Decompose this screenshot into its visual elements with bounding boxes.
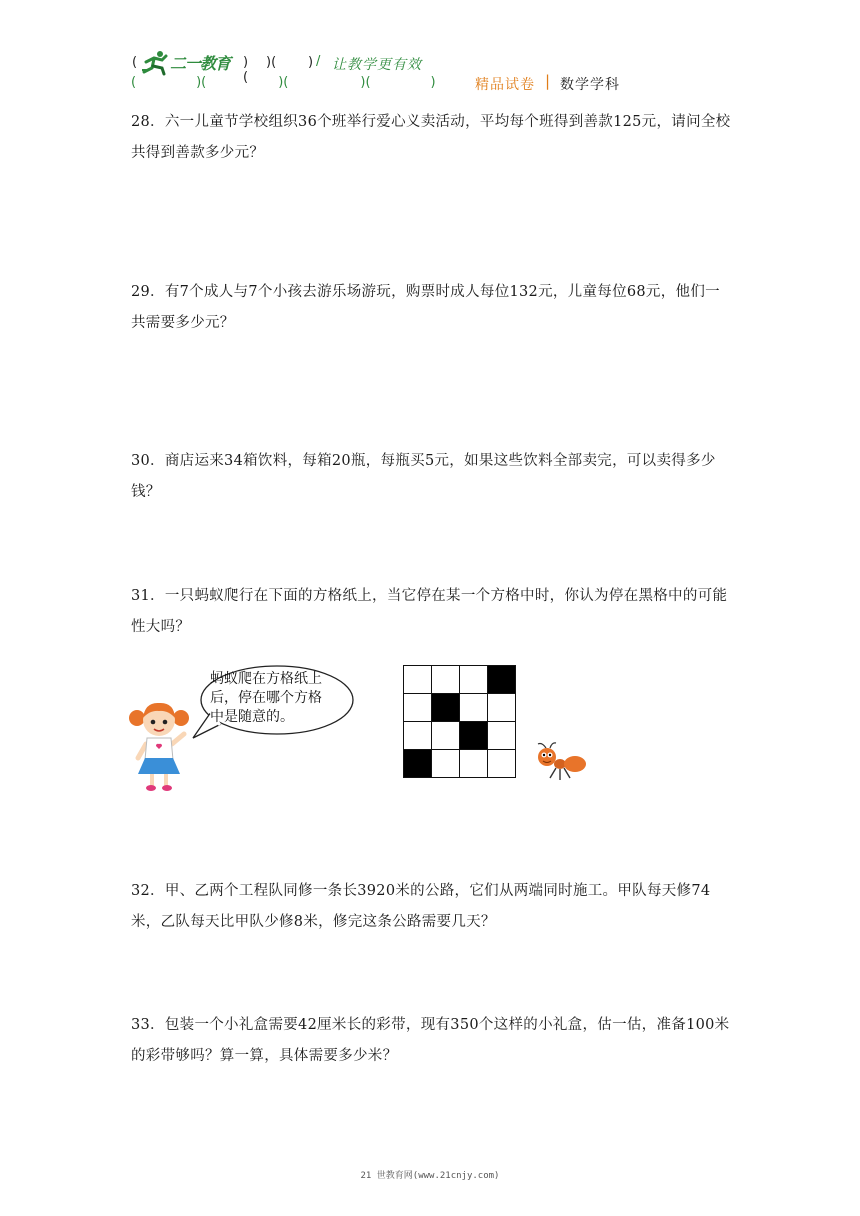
speech-bubble-line: 蚂蚁爬在方格纸上 <box>210 671 322 687</box>
grid-cell-black <box>432 694 460 722</box>
question-number: 28． <box>131 114 165 130</box>
question-text: 商店运来34箱饮料，每箱20瓶，每瓶买5元，如果这些饮料全部卖完，可以卖得多少钱？ <box>131 453 716 500</box>
grid-cell-white <box>488 722 516 750</box>
grid-cell-white <box>404 722 432 750</box>
grid-cell-white <box>488 694 516 722</box>
logo-text: 二一教育 <box>170 54 231 73</box>
grid-cell-white <box>404 666 432 694</box>
grid-cell-white <box>460 750 488 778</box>
question-text: 甲、乙两个工程队同修一条长3920米的公路，它们从两端同时施工。甲队每天修74米，乙队每天比甲队少修8米，修完这条公路需要几天？ <box>131 883 711 930</box>
question-number: 31． <box>131 588 165 604</box>
grid-cell-white <box>432 750 460 778</box>
page-footer: 21 世教育网(www.21cnjy.com) <box>360 1171 500 1181</box>
page-header: ( 二一教育 )( )( ) / 让教学更有效 (​ )( )( )( ) 精品试卷 | 数学学科 <box>0 0 860 100</box>
ant-illustration-icon <box>530 742 590 784</box>
question-33 <box>131 1010 731 1072</box>
question-text: 有7个成人与7个小孩去游乐场游玩，购票时成人每位132元，儿童每位68元，他们一共需要多少元？ <box>131 284 720 331</box>
question-31 <box>131 581 731 643</box>
header-blank-parens: )( <box>266 55 277 70</box>
grid-cell-white <box>432 666 460 694</box>
speech-bubble <box>210 670 360 727</box>
grid-paper <box>403 665 516 778</box>
grid-cell-black <box>404 750 432 778</box>
question-30 <box>131 446 731 508</box>
question-31-figure <box>128 660 608 800</box>
grid-row <box>404 666 516 694</box>
question-number: 29． <box>131 284 165 300</box>
logo: ( 二一教育 )( <box>132 50 252 76</box>
question-number: 30． <box>131 453 165 469</box>
grid-cell-white <box>488 750 516 778</box>
speech-bubble-line: 后，停在哪个方格 <box>210 690 322 706</box>
grid-cell-white <box>460 666 488 694</box>
question-32 <box>131 876 731 938</box>
grid-row <box>404 694 516 722</box>
grid-cell-black <box>488 666 516 694</box>
speech-bubble-line: 中是随意的。 <box>210 709 294 725</box>
grid-row <box>404 750 516 778</box>
grid-cell-black <box>460 722 488 750</box>
header-slogan: 让教学更有效 <box>332 57 422 73</box>
header-blank-row: (​ )( )( )( ) <box>131 75 436 90</box>
girl-illustration-icon <box>128 698 190 794</box>
header-subject: 数学学科 <box>560 77 620 93</box>
runner-logo-icon <box>140 50 170 76</box>
grid-cell-white <box>404 694 432 722</box>
grid-cell-white <box>432 722 460 750</box>
header-paper-type: 精品试卷 <box>475 77 535 93</box>
question-text: 一只蚂蚁爬行在下面的方格纸上，当它停在某一个方格中时，你认为停在黑格中的可能性大吗？ <box>131 588 728 635</box>
question-28 <box>131 107 731 169</box>
question-text: 六一儿童节学校组织36个班举行爱心义卖活动，平均每个班得到善款125元，请问全校共得到善款多少元？ <box>131 114 731 161</box>
header-separator: | <box>545 72 551 90</box>
grid-row <box>404 722 516 750</box>
question-text: 包装一个小礼盒需要42厘米长的彩带，现有350个这样的小礼盒，估一估，准备100米的彩带够吗？算一算，具体需要多少米？ <box>131 1017 730 1064</box>
question-29 <box>131 277 731 339</box>
grid-cell-white <box>460 694 488 722</box>
question-number: 32． <box>131 883 165 899</box>
question-number: 33． <box>131 1017 165 1033</box>
